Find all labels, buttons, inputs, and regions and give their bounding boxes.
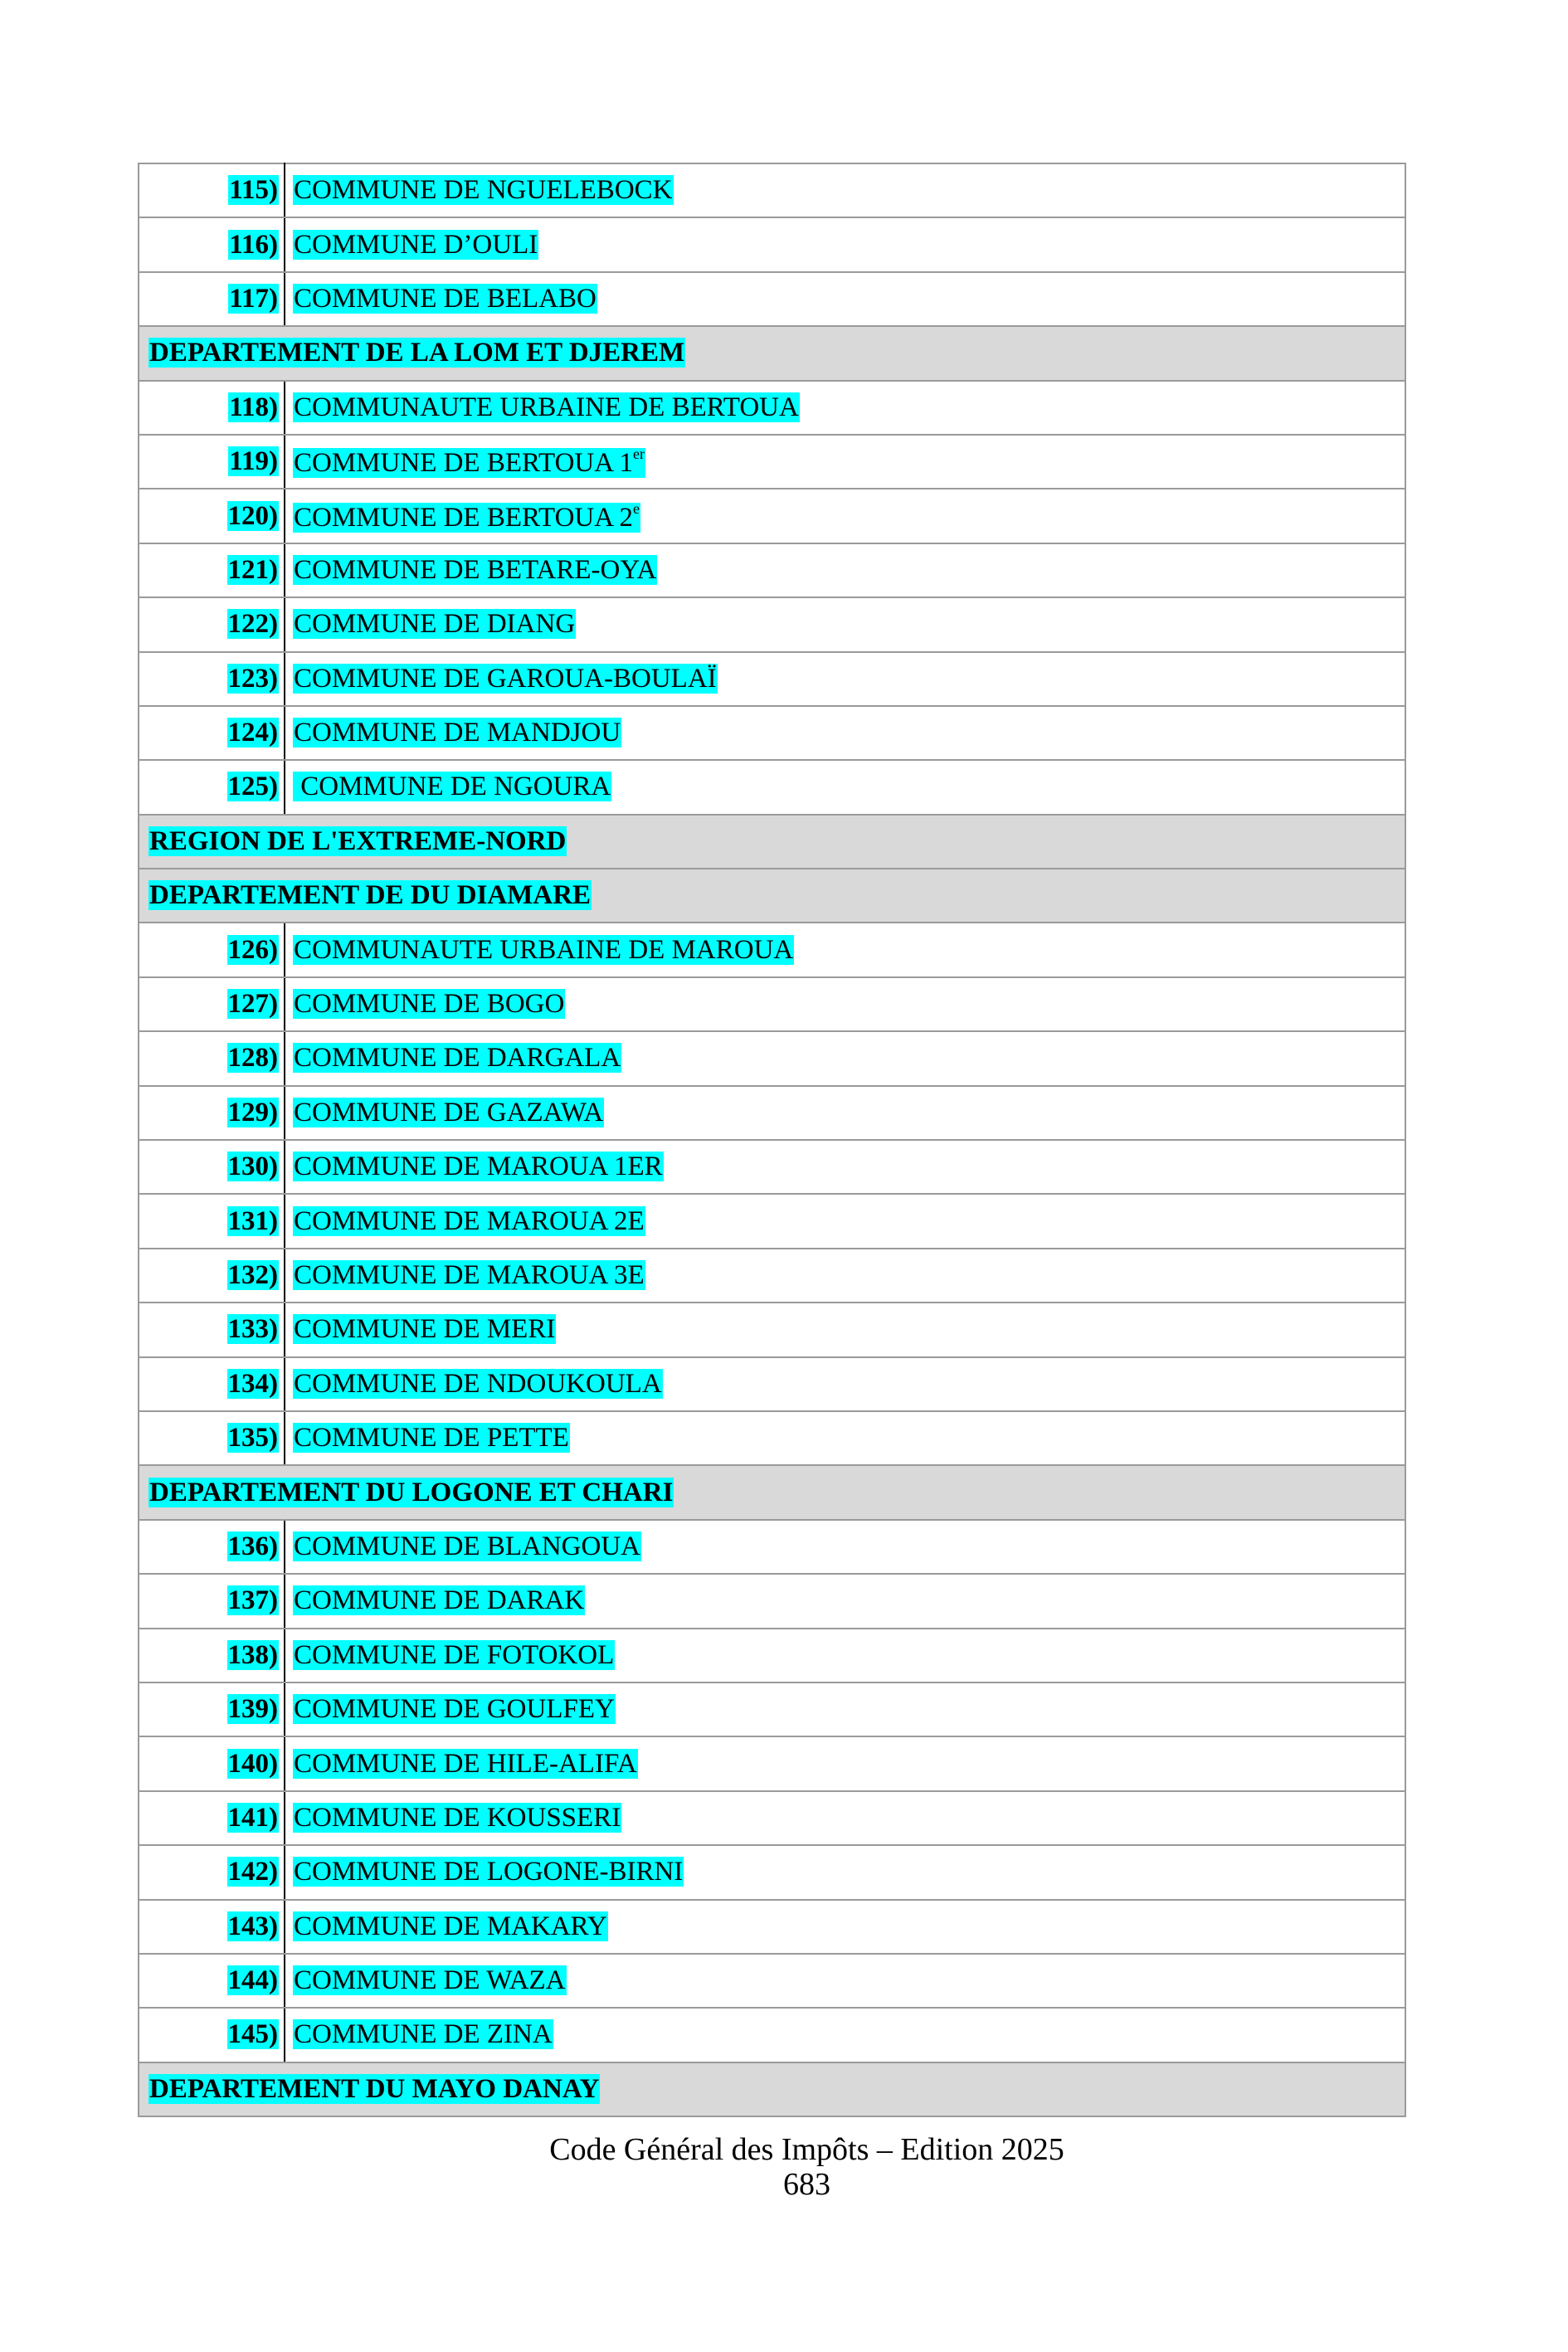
section-header-text: DEPARTEMENT DU MAYO DANAY <box>149 2073 600 2104</box>
commune-name: COMMUNE DE DARGALA <box>294 1043 621 1074</box>
commune-name-highlight <box>293 448 645 478</box>
ordinal-superscript: e <box>633 499 640 517</box>
commune-name: COMMUNE DE PETTE <box>294 1423 569 1454</box>
commune-number: 135) <box>227 1423 278 1454</box>
commune-number-cell <box>139 1194 285 1248</box>
commune-name: COMMUNE DE NDOUKOULA <box>294 1368 662 1399</box>
commune-name: COMMUNE DE NGOURA <box>294 772 611 802</box>
commune-row <box>139 1574 1405 1628</box>
commune-row <box>139 706 1405 760</box>
commune-name-highlight <box>293 1640 615 1670</box>
commune-row <box>139 1520 1405 1574</box>
commune-name: COMMUNE DE BELABO <box>294 283 597 314</box>
commune-row <box>139 652 1405 706</box>
commune-number: 116) <box>229 229 278 260</box>
commune-name: COMMUNE DE MAROUA 2E <box>294 1205 645 1236</box>
commune-number-cell <box>139 1140 285 1194</box>
commune-number-cell <box>139 1629 285 1682</box>
commune-number: 122) <box>227 609 278 640</box>
commune-name-highlight <box>293 1694 616 1724</box>
commune-row <box>139 1194 1405 1248</box>
commune-row <box>139 2008 1405 2062</box>
commune-name-highlight <box>293 1585 585 1615</box>
commune-name-cell <box>285 1086 1405 1140</box>
commune-number-cell <box>139 1086 285 1140</box>
commune-row <box>139 543 1405 597</box>
commune-name: COMMUNE DE DARAK <box>294 1585 585 1616</box>
commune-number-cell <box>139 1736 285 1790</box>
commune-name: COMMUNE DE BERTOUA 1 <box>294 448 634 479</box>
commune-number-cell <box>139 706 285 760</box>
commune-number: 115) <box>229 175 278 206</box>
communes-table-body <box>139 163 1405 2116</box>
commune-row <box>139 977 1405 1031</box>
commune-number: 133) <box>227 1314 278 1345</box>
commune-name-cell <box>285 1411 1405 1465</box>
commune-name-cell <box>285 1629 1405 1682</box>
commune-name-cell <box>285 1303 1405 1356</box>
commune-name: COMMUNE D’OULI <box>294 229 538 260</box>
commune-number-cell <box>139 923 285 976</box>
section-header-row <box>139 869 1405 923</box>
commune-name-cell <box>285 217 1405 271</box>
commune-name-highlight <box>293 1260 645 1290</box>
commune-name: COMMUNE DE GOULFEY <box>294 1694 615 1725</box>
section-header-cell <box>139 815 1405 869</box>
commune-name-highlight <box>293 989 565 1019</box>
commune-row <box>139 489 1405 543</box>
commune-name: COMMUNE DE BOGO <box>294 989 565 1020</box>
commune-number: 137) <box>227 1585 278 1616</box>
commune-name-highlight <box>293 1857 684 1887</box>
commune-name-cell <box>285 543 1405 597</box>
commune-number: 128) <box>227 1043 278 1074</box>
commune-number: 124) <box>227 718 278 748</box>
commune-name-highlight <box>293 2019 553 2049</box>
commune-number-cell <box>139 1357 285 1411</box>
section-header-row <box>139 2062 1405 2116</box>
commune-row <box>139 1791 1405 1845</box>
commune-number-cell <box>139 760 285 814</box>
section-header-row <box>139 815 1405 869</box>
section-header-cell <box>139 1465 1405 1519</box>
commune-name-highlight <box>293 1314 556 1344</box>
commune-name: COMMUNE DE MAROUA 3E <box>294 1260 645 1290</box>
section-header-row <box>139 326 1405 380</box>
commune-number: 123) <box>227 663 278 694</box>
commune-name-cell <box>285 977 1405 1031</box>
commune-number-cell <box>139 1303 285 1356</box>
commune-name-highlight <box>293 1043 621 1073</box>
commune-number: 141) <box>227 1802 278 1833</box>
commune-name: COMMUNE DE GAZAWA <box>294 1097 604 1127</box>
commune-name: COMMUNE DE BETARE-OYA <box>294 554 657 585</box>
section-header-cell <box>139 2062 1405 2116</box>
commune-name-cell <box>285 1520 1405 1574</box>
commune-number: 125) <box>227 772 278 802</box>
commune-number: 139) <box>227 1694 278 1725</box>
commune-row <box>139 272 1405 326</box>
commune-number-cell <box>139 652 285 706</box>
commune-number: 132) <box>227 1260 278 1290</box>
commune-name: COMMUNE DE HILE-ALIFA <box>294 1748 637 1779</box>
commune-name: COMMUNE DE KOUSSERI <box>294 1802 621 1833</box>
commune-name-cell <box>285 1140 1405 1194</box>
commune-number-cell <box>139 1249 285 1303</box>
commune-name-highlight <box>293 1531 641 1561</box>
commune-number: 127) <box>227 989 278 1020</box>
commune-name-highlight <box>293 555 657 585</box>
commune-name-cell <box>285 923 1405 976</box>
commune-name-cell <box>285 760 1405 814</box>
commune-name: COMMUNE DE ZINA <box>294 2019 553 2050</box>
commune-number-cell <box>139 1900 285 1954</box>
commune-name-highlight <box>293 1423 570 1453</box>
commune-name-cell <box>285 272 1405 326</box>
commune-name-highlight <box>293 718 621 747</box>
commune-row <box>139 1736 1405 1790</box>
commune-number: 117) <box>229 283 278 314</box>
commune-name-highlight <box>293 1803 621 1833</box>
commune-name-cell <box>285 381 1405 435</box>
communes-table <box>138 163 1406 2117</box>
commune-number: 119) <box>229 446 278 477</box>
commune-name-highlight <box>293 1098 604 1127</box>
commune-row <box>139 163 1405 217</box>
section-header-text: DEPARTEMENT DU LOGONE ET CHARI <box>149 1477 674 1507</box>
commune-name-cell <box>285 1791 1405 1845</box>
commune-name-highlight <box>293 1749 638 1779</box>
commune-name-cell <box>285 163 1405 217</box>
commune-number-cell <box>139 217 285 271</box>
commune-name: COMMUNE DE NGUELEBOCK <box>294 175 673 206</box>
commune-name: COMMUNAUTE URBAINE DE MAROUA <box>294 934 794 965</box>
commune-name-cell <box>285 435 1405 489</box>
commune-name-cell <box>285 597 1405 651</box>
commune-number-cell <box>139 1411 285 1465</box>
commune-number: 134) <box>227 1368 278 1399</box>
commune-row <box>139 1629 1405 1682</box>
commune-name: COMMUNE DE LOGONE-BIRNI <box>294 1857 684 1887</box>
page-number: 683 <box>783 2167 830 2202</box>
footer-title: Code Général des Impôts – Edition 2025 <box>549 2132 1064 2167</box>
commune-number-cell <box>139 1845 285 1899</box>
commune-name-cell <box>285 1574 1405 1628</box>
commune-name: COMMUNE DE MAKARY <box>294 1911 607 1941</box>
commune-name-cell <box>285 1682 1405 1736</box>
commune-number-cell <box>139 1791 285 1845</box>
commune-number: 126) <box>227 934 278 965</box>
commune-name-cell <box>285 1357 1405 1411</box>
commune-row <box>139 217 1405 271</box>
commune-number: 144) <box>227 1965 278 1996</box>
commune-name-cell <box>285 489 1405 543</box>
commune-name: COMMUNE DE GAROUA-BOULAÏ <box>294 663 717 694</box>
commune-name-highlight <box>293 392 800 422</box>
commune-name: COMMUNAUTE URBAINE DE BERTOUA <box>294 392 799 422</box>
commune-row <box>139 923 1405 976</box>
commune-name-highlight <box>293 772 611 801</box>
commune-row <box>139 1303 1405 1356</box>
commune-number-cell <box>139 597 285 651</box>
commune-name: COMMUNE DE MANDJOU <box>294 718 621 748</box>
commune-name: COMMUNE DE BLANGOUA <box>294 1531 640 1561</box>
commune-number: 118) <box>229 392 278 422</box>
commune-name-cell <box>285 1031 1405 1085</box>
commune-number: 129) <box>227 1097 278 1127</box>
commune-number-cell <box>139 1574 285 1628</box>
commune-row <box>139 1954 1405 2008</box>
commune-number: 142) <box>227 1857 278 1887</box>
commune-name-cell <box>285 1954 1405 2008</box>
commune-number-cell <box>139 543 285 597</box>
section-header-cell <box>139 869 1405 923</box>
commune-number-cell <box>139 1682 285 1736</box>
commune-number-cell <box>139 272 285 326</box>
commune-number-cell <box>139 977 285 1031</box>
commune-number: 130) <box>227 1152 278 1182</box>
commune-number-cell <box>139 2008 285 2062</box>
commune-number-cell <box>139 1520 285 1574</box>
commune-row <box>139 1249 1405 1303</box>
commune-name: COMMUNE DE DIANG <box>294 609 576 640</box>
commune-row <box>139 381 1405 435</box>
commune-name-highlight <box>293 499 640 533</box>
commune-number: 140) <box>227 1748 278 1779</box>
commune-name-highlight <box>293 284 597 314</box>
commune-number: 120) <box>227 500 278 531</box>
commune-name-highlight <box>293 664 718 694</box>
commune-number-cell <box>139 1954 285 2008</box>
commune-name-cell <box>285 1845 1405 1899</box>
commune-row <box>139 1845 1405 1899</box>
commune-name: COMMUNE DE WAZA <box>294 1965 566 1996</box>
commune-name-highlight <box>293 230 538 260</box>
section-header-text: DEPARTEMENT DE DU DIAMARE <box>149 880 592 911</box>
commune-name: COMMUNE DE MAROUA 1ER <box>294 1152 663 1182</box>
commune-name-highlight <box>293 1911 608 1941</box>
commune-number: 131) <box>227 1205 278 1236</box>
commune-name-cell <box>285 1736 1405 1790</box>
commune-name-highlight <box>293 1369 663 1399</box>
commune-number: 121) <box>227 554 278 585</box>
commune-row <box>139 1140 1405 1194</box>
commune-number-cell <box>139 381 285 435</box>
commune-name: COMMUNE DE MERI <box>294 1314 556 1345</box>
ordinal-superscript: er <box>633 446 645 463</box>
commune-name-highlight <box>293 1965 567 1995</box>
commune-name-highlight <box>293 1152 664 1181</box>
commune-row <box>139 435 1405 489</box>
commune-number-cell <box>139 435 285 489</box>
commune-name: COMMUNE DE BERTOUA 2 <box>294 502 634 533</box>
commune-number: 143) <box>227 1911 278 1941</box>
commune-number: 136) <box>227 1531 278 1561</box>
commune-number-cell <box>139 489 285 543</box>
commune-row <box>139 1900 1405 1954</box>
commune-row <box>139 597 1405 651</box>
page-footer <box>0 2132 1568 2202</box>
commune-name-highlight <box>293 609 576 639</box>
commune-name-highlight <box>293 935 794 965</box>
section-header-cell <box>139 326 1405 380</box>
commune-number: 145) <box>227 2019 278 2050</box>
commune-row <box>139 760 1405 814</box>
commune-row <box>139 1357 1405 1411</box>
section-header-text: DEPARTEMENT DE LA LOM ET DJEREM <box>149 338 685 368</box>
section-header-row <box>139 1465 1405 1519</box>
commune-row <box>139 1682 1405 1736</box>
commune-name-cell <box>285 1194 1405 1248</box>
commune-name-cell <box>285 1249 1405 1303</box>
commune-name: COMMUNE DE FOTOKOL <box>294 1639 615 1670</box>
commune-name-highlight <box>293 175 674 205</box>
section-header-text: REGION DE L'EXTREME-NORD <box>149 825 567 856</box>
commune-name-cell <box>285 1900 1405 1954</box>
commune-number-cell <box>139 1031 285 1085</box>
commune-name-cell <box>285 652 1405 706</box>
commune-name-cell <box>285 706 1405 760</box>
commune-name-highlight <box>293 1206 645 1236</box>
commune-row <box>139 1086 1405 1140</box>
commune-number: 138) <box>227 1639 278 1670</box>
commune-row <box>139 1411 1405 1465</box>
commune-row <box>139 1031 1405 1085</box>
commune-name-cell <box>285 2008 1405 2062</box>
commune-number-cell <box>139 163 285 217</box>
